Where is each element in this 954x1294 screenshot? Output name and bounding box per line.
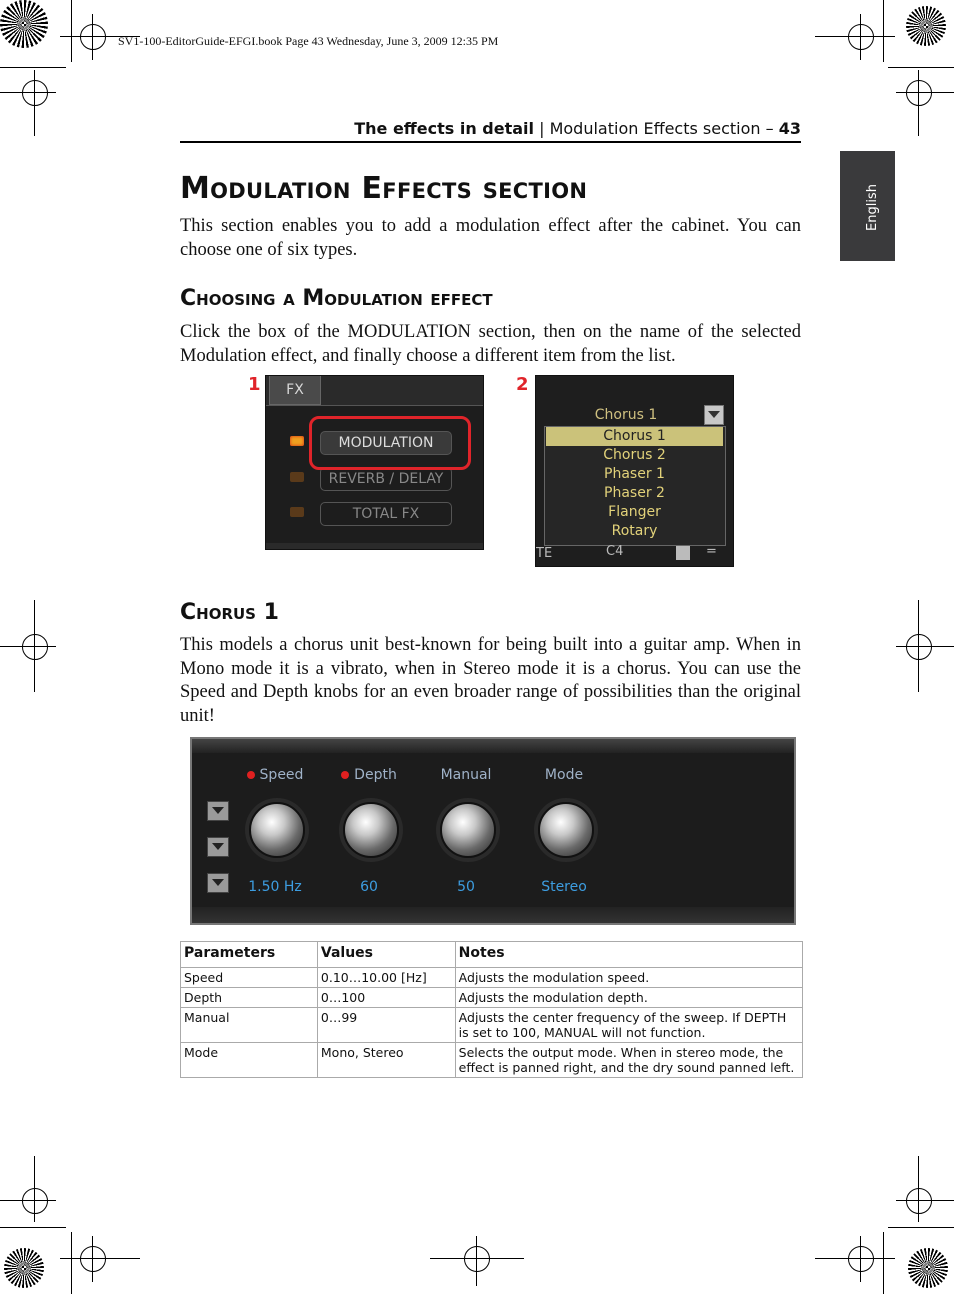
chorus-paragraph: This models a chorus unit best-known for being built into a guitar amp. When in Mono mode it is a vibrato, when in Stereo mode it is a chorus. You can use the Speed and Depth knobs for an even broader range of possibilities than the original unit! — [180, 635, 801, 726]
chevron-down-icon[interactable] — [207, 873, 229, 893]
dropdown-footer — [536, 542, 733, 566]
table-cell: Selects the output mode. When in stereo mode, the effect is panned right, and the dry sound panned left. — [455, 1043, 802, 1078]
column-header: Notes — [455, 942, 802, 968]
chevron-down-icon[interactable] — [207, 837, 229, 857]
column-header: Parameters — [181, 942, 318, 968]
footer-right-label: = — [706, 544, 717, 559]
table-cell: Adjusts the modulation depth. — [455, 988, 802, 1008]
table-cell: Speed — [181, 968, 318, 988]
language-tab-label: English — [865, 184, 880, 231]
crosshair-target — [80, 1246, 106, 1272]
table-cell: Mode — [181, 1043, 318, 1078]
table-row — [181, 1043, 803, 1078]
table-cell: 0…99 — [317, 1008, 455, 1043]
speed-led — [247, 771, 255, 779]
footer-left-label: TE — [536, 546, 553, 561]
panel-bottom-bar — [192, 907, 794, 923]
language-tab — [840, 151, 895, 261]
depth-knob[interactable] — [343, 802, 399, 858]
table-cell: Mono, Stereo — [317, 1043, 455, 1078]
header-rule — [180, 141, 801, 143]
effect-dropdown-screenshot — [535, 375, 734, 567]
intro-paragraph: This section enables you to add a modulation effect after the cabinet. You can choose one of six types. — [180, 216, 801, 260]
table-cell: Depth — [181, 988, 318, 1008]
effect-option[interactable]: Phaser 2 — [604, 485, 665, 501]
running-header-dash: – — [765, 119, 774, 138]
chevron-down-icon[interactable] — [207, 801, 229, 821]
effect-option[interactable]: Phaser 1 — [604, 466, 665, 482]
running-header-section: The effects in detail — [354, 119, 534, 138]
running-header — [180, 119, 801, 138]
registration-starburst-top-right — [906, 6, 946, 46]
running-header-separator: | — [539, 119, 545, 138]
reverb-delay-button[interactable]: REVERB / DELAY — [320, 467, 452, 491]
registration-starburst-top-left — [0, 0, 48, 48]
effect-option[interactable]: Flanger — [608, 504, 661, 520]
table-row — [181, 1008, 803, 1043]
depth-led — [341, 771, 349, 779]
page-title: Modulation Effects section — [180, 171, 588, 206]
manual-knob[interactable] — [440, 802, 496, 858]
modulation-led — [290, 436, 304, 446]
total-fx-button[interactable]: TOTAL FX — [320, 502, 452, 526]
crosshair-target — [22, 1188, 48, 1214]
crosshair-target — [906, 634, 932, 660]
effect-option[interactable]: Chorus 1 — [546, 427, 723, 446]
figure-number-1: 1 — [248, 374, 261, 395]
fx-tab[interactable]: FX — [269, 376, 321, 405]
selected-effect[interactable]: Chorus 1 — [594, 407, 658, 423]
heading-chorus: Chorus 1 — [180, 600, 279, 625]
column-header: Values — [317, 942, 455, 968]
reverb-delay-led — [290, 472, 304, 482]
speed-knob[interactable] — [249, 802, 305, 858]
running-header-subsection: Modulation Effects section — [549, 119, 761, 138]
panel-top-bar — [192, 739, 794, 753]
highlight-ring — [309, 416, 471, 470]
registration-starburst-bottom-left — [4, 1248, 44, 1288]
crosshair-target — [848, 24, 874, 50]
table-cell: 0…100 — [317, 988, 455, 1008]
footer-dropdown-icon — [676, 546, 690, 560]
table-row — [181, 988, 803, 1008]
mode-knob[interactable] — [538, 802, 594, 858]
table-cell: Manual — [181, 1008, 318, 1043]
registration-starburst-bottom-right — [908, 1248, 948, 1288]
heading-choosing: Choosing a Modulation effect — [180, 286, 493, 311]
knob-label-depth: Depth — [324, 767, 414, 783]
parameters-table — [180, 941, 803, 1078]
page-number: 43 — [778, 119, 801, 138]
speed-value: 1.50 Hz — [248, 879, 302, 895]
table-row — [181, 968, 803, 988]
crosshair-target — [906, 80, 932, 106]
chevron-down-icon[interactable] — [704, 405, 724, 425]
mode-value: Stereo — [541, 879, 587, 895]
chorus-knob-panel — [190, 737, 796, 925]
table-header-row — [181, 942, 803, 968]
knob-label-speed: Speed — [230, 767, 320, 783]
table-cell: Adjusts the modulation speed. — [455, 968, 802, 988]
effect-option[interactable]: Chorus 2 — [603, 447, 666, 463]
fx-panel-screenshot — [265, 375, 484, 550]
effect-list — [544, 426, 726, 546]
crosshair-target — [464, 1246, 490, 1272]
crosshair-target — [848, 1246, 874, 1272]
table-cell: 0.10…10.00 [Hz] — [317, 968, 455, 988]
table-cell: Adjusts the center frequency of the sweep. If DEPTH is set to 100, MANUAL will not function. — [455, 1008, 802, 1043]
footer-value: C4 — [606, 544, 624, 559]
crosshair-target — [80, 24, 106, 50]
knob-label-manual: Manual — [440, 767, 492, 783]
figure-number-2: 2 — [516, 374, 529, 395]
knob-label-mode: Mode — [544, 767, 584, 783]
crosshair-target — [22, 634, 48, 660]
total-fx-led — [290, 507, 304, 517]
crosshair-target — [906, 1188, 932, 1214]
choosing-paragraph: Click the box of the MODULATION section, then on the name of the selected Modulation effect, and finally choose a different item from the list. — [180, 322, 801, 366]
manual-value: 50 — [457, 879, 475, 895]
depth-value: 60 — [360, 879, 378, 895]
print-info-line: SV1-100-EditorGuide-EFGI.book Page 43 Wednesday, June 3, 2009 12:35 PM — [118, 34, 499, 48]
crosshair-target — [22, 80, 48, 106]
effect-option[interactable]: Rotary — [611, 523, 658, 539]
modulation-button[interactable]: MODULATION — [320, 431, 452, 455]
